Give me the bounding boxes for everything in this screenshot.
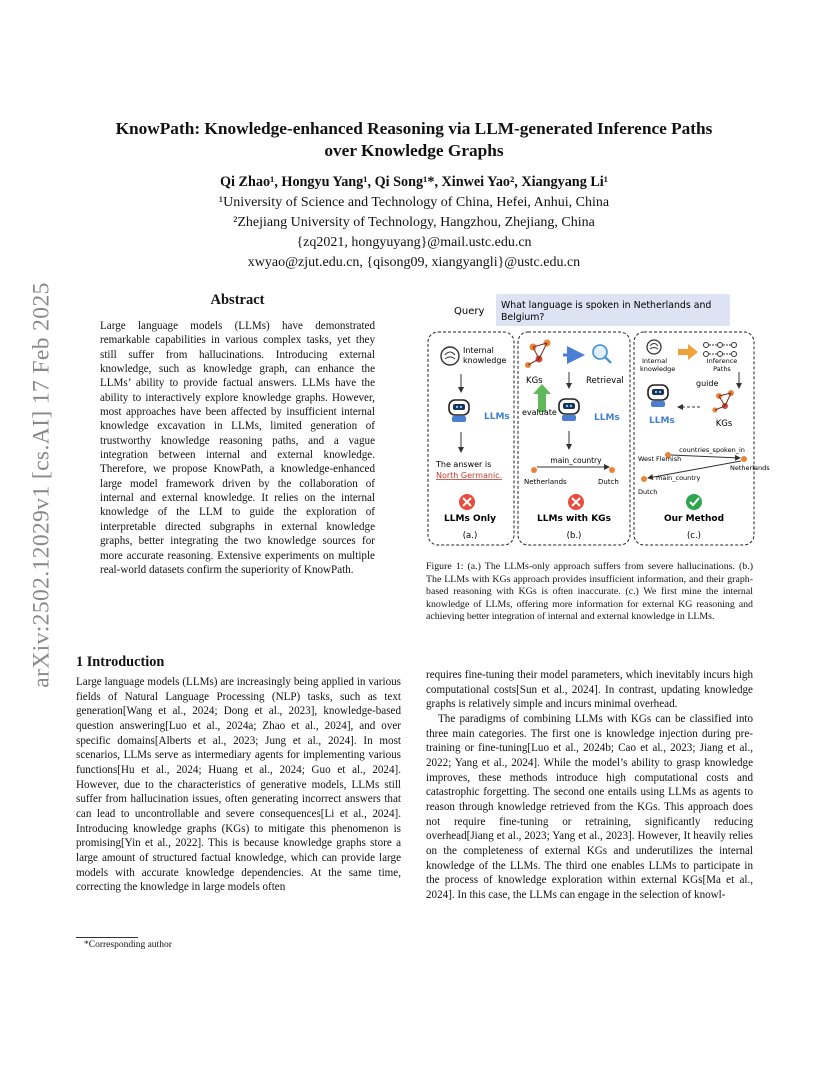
panel-c-node-wf: West Flemish [638, 455, 682, 463]
panel-b-llms: LLMs [594, 413, 620, 423]
generate-arrow-icon [678, 344, 698, 360]
panel-c-node-nl: Netherlands [730, 464, 770, 472]
fail-icon [459, 494, 475, 510]
panel-b-relation: main_country [550, 456, 602, 465]
paper-title [60, 118, 768, 162]
intro-paragraph-continued: requires fine-tuning their model parameters, which inevitably incurs high computational costs[Sun et al., 2024]. In contrast, updating knowledge graphs is relatively simple and incurs minimal overhead. [426, 669, 753, 711]
arxiv-id: arXiv:2502.12029v1 [cs.AI] 17 Feb 2025 [28, 282, 55, 688]
brain-icon [647, 340, 661, 354]
panel-b-evaluate: evaluate [522, 408, 557, 417]
panel-c-rel-mid: main_country [656, 474, 701, 482]
query-text-line-2: Belgium? [501, 312, 545, 323]
panel-c-internal-1: Internal [642, 357, 668, 365]
figure-1-diagram [426, 292, 770, 550]
panel-b-node-left: Netherlands [524, 478, 567, 486]
node-dutch [609, 467, 615, 473]
affiliation-1: ¹University of Science and Technology of China, Hefei, Anhui, China [218, 195, 610, 210]
robot-icon [559, 399, 579, 421]
title-line-2: over Knowledge Graphs [324, 141, 504, 160]
panel-a-internal-1: Internal [463, 346, 494, 355]
query-label: Query [454, 306, 485, 317]
intro-left-column [76, 675, 401, 895]
panel-b-tag: (b.) [566, 531, 582, 541]
node-netherlands [741, 456, 747, 462]
footnote-rule [76, 937, 138, 938]
figure-caption: Figure 1: (a.) The LLMs-only approach suffers from severe hallucinations. (b.) The LLMs with KGs approach provides insufficient information, and their graph-based reasoning with KGs is often inaccurate. (c.) We first mine the internal knowledge of LLMs, offering more information for external KG reasoning and achieving better integration of internal and external knowledge in LLMs. [426, 561, 753, 623]
panel-c-kgs: KGs [715, 419, 733, 429]
affiliation-2: ²Zhejiang University of Technology, Hangzhou, Zhejiang, China [233, 215, 595, 230]
paths-icon [704, 343, 737, 357]
panel-a-label: LLMs Only [444, 514, 496, 524]
panel-c-llms: LLMs [649, 416, 675, 426]
robot-icon [648, 385, 668, 407]
panel-b-node-right: Dutch [598, 478, 619, 486]
panel-c-internal-2: knowledge [640, 365, 676, 373]
panel-c-tag: (c.) [686, 531, 702, 541]
abstract-heading: Abstract [210, 292, 265, 308]
panel-a-answer-2: North Germanic. [436, 471, 503, 480]
panel-c-paths-2: Paths [713, 365, 731, 373]
node-netherlands [531, 467, 537, 473]
graph-icon [712, 390, 734, 413]
arxiv-sidebar [22, 282, 62, 688]
robot-icon [449, 400, 469, 422]
node-dutch [641, 476, 647, 482]
figure-1 [426, 292, 770, 550]
panel-a-answer-1: The answer is [436, 460, 492, 469]
intro-right-column [426, 668, 753, 903]
email-line-2: xwyao@zjut.edu.cn, {qisong09, xiangyangli}@ustc.edu.cn [247, 255, 581, 270]
graph-icon [525, 340, 551, 369]
query-text-line-1: What language is spoken in Netherlands and [501, 300, 712, 311]
email-line-1: {zq2021, hongyuyang}@mail.ustc.edu.cn [296, 235, 532, 250]
magnifier-icon [593, 345, 611, 363]
intro-paragraph-1: Large language models (LLMs) are increasingly being applied in various fields of Natural Language Processing (NLP) tasks, such as text generation[Wang et al., 2024; Dong et al., 2023], knowledge-based question answering[Luo et al., 2024a; Zhao et al., 2024], and over specific domains[Alberts et al., 2023; Jung et al., 2024]. In most scenarios, LLMs serve as intermediary agents for implementing various functions[Hu et al., 2024; Huang et al., 2024; Guo et al., 2024]. However, due to the characteristics of generative models, LLMs still suffer from hallucination issues, often generating incorrect answers that can lead to uncontrollable and severe consequences[Li et al., 2024]. Introducing knowledge graphs (KGs) to mitigate this phenomenon is promising[Yin et al., 2022]. This is because knowledge graphs store a large amount of structured factual knowledge, which can provide large models with accurate knowledge dependencies. At the same time, correcting the knowledge in large models often [76, 676, 401, 894]
abstract-text: Large language models (LLMs) have demonstrated remarkable capabilities in various complex tasks, yet they still suffer from hallucinations. Introducing external knowledge, such as knowledge graph, can enhance the LLMs’ ability to provide factual answers. LLMs have the ability to interactively explore knowledge graphs. However, most approaches have been affected by insufficient internal knowledge excavation in LLMs, limited generation of trustworthy knowledge reasoning paths, and a vague integration between internal and external knowledge. Therefore, we propose KnowPath, a knowledge-enhanced large model framework driven by the collaboration of internal and external knowledge. It relies on the internal knowledge of the LLM to guide the exploration of interpretable directed subgraphs in external knowledge graphs, better integrating the two knowledge sources for more accurate reasoning. Extensive experiments on multiple real-world datasets confirm the superiority of KnowPath. [100, 320, 375, 576]
panel-b-label: LLMs with KGs [537, 514, 611, 524]
brain-icon [441, 347, 459, 365]
panel-a-tag: (a.) [462, 531, 478, 541]
section-heading-introduction: 1 Introduction [76, 654, 165, 670]
intro-paragraph-2: The paradigms of combining LLMs with KGs can be classified into three main categories. The first one is knowledge injection during pre-training or fine-tuning[Luo et al., 2024b; Cao et al., 2023; Jiang et al., 2022; Yang et al., 2024]. While the model’s ability to grasp knowledge improves, these methods introduce high computational costs and catastrophic forgetting. The second one entails using LLMs as agents to reason through knowledge retrieved from the KGs. This approach does not require fine-tuning or retraining, significantly reducing overhead[Jiang et al., 2023; Yang et al., 2023]. However, It heavily relies on the completeness of external KGs and underutilizes the internal knowledge of the LLMs. The third one enables LLMs to participate in the process of knowledge exploration within external KGs[Ma et al., 2024]. In this case, the LLMs can engage in the selection of knowl- [426, 712, 753, 901]
fail-icon [568, 494, 584, 510]
panel-c-guide: guide [696, 379, 719, 388]
panel-c-paths-1: Inference [706, 357, 738, 365]
title-line-1: KnowPath: Knowledge-enhanced Reasoning via LLM-generated Inference Paths [115, 119, 713, 138]
panel-a-llms: LLMs [484, 412, 510, 422]
panel-c-node-dutch: Dutch [638, 488, 658, 496]
panel-c-label: Our Method [663, 514, 725, 524]
panel-a-internal-2: knowledge [463, 356, 507, 365]
panel-b-kgs: KGs [526, 376, 543, 386]
panel-c-rel-top: countries_spoken_in [679, 446, 745, 454]
panel-b-retrieval: Retrieval [586, 376, 624, 386]
authors: Qi Zhao¹, Hongyu Yang¹, Qi Song¹*, Xinwei Yao², Xiangyang Li¹ [220, 174, 608, 190]
check-icon [686, 494, 702, 510]
footnote: *Corresponding author [84, 940, 172, 950]
